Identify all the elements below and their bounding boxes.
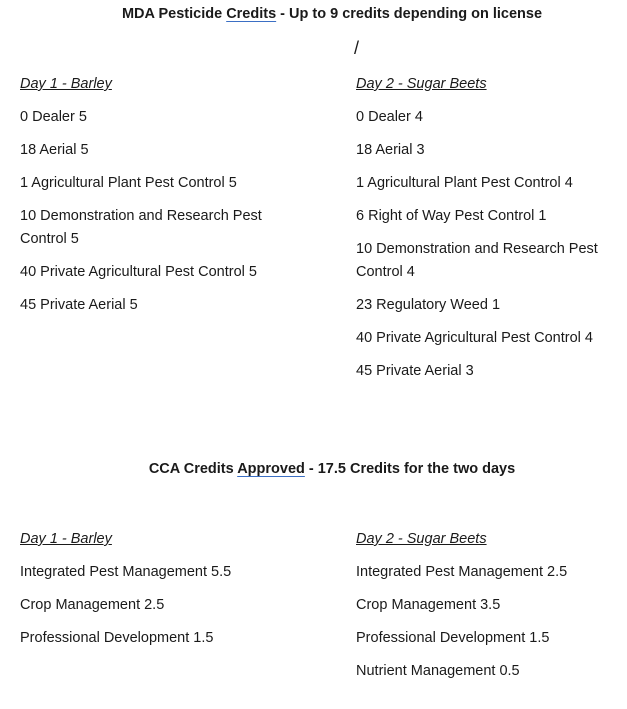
mda-day1-column — [20, 73, 285, 317]
cca-day2-heading: Day 2 - Sugar Beets — [356, 531, 487, 547]
mda-day1-item: 1 Agricultural Plant Pest Control 5 — [20, 175, 237, 191]
mda-day1-item: 45 Private Aerial 5 — [20, 297, 138, 313]
cca-day2-item: Crop Management 3.5 — [356, 597, 501, 613]
cca-title-suffix: - 17.5 Credits for the two days — [304, 461, 516, 477]
cca-section-title — [0, 461, 627, 477]
cca-day1-heading: Day 1 - Barley — [20, 531, 112, 547]
cca-title-prefix: CCA Credits — [148, 461, 234, 477]
mda-day2-item: 0 Dealer 4 — [356, 109, 423, 125]
mda-day1-item: 40 Private Agricultural Pest Control 5 — [20, 264, 257, 280]
mda-day2-item: 18 Aerial 3 — [356, 142, 425, 158]
mda-day2-item: 1 Agricultural Plant Pest Control 4 — [356, 175, 573, 191]
mda-title-prefix: MDA Pesticide — [121, 6, 223, 22]
cca-day2-item: Professional Development 1.5 — [356, 630, 550, 646]
mda-title-suffix: - Up to 9 credits depending on license — [276, 6, 543, 22]
mda-day2-item: 23 Regulatory Weed 1 — [356, 297, 501, 313]
mda-day2-heading: Day 2 - Sugar Beets — [356, 76, 487, 92]
cca-day1-item: Professional Development 1.5 — [20, 630, 214, 646]
mda-day2-item: 40 Private Agricultural Pest Control 4 — [356, 330, 593, 346]
cca-day1-item: Integrated Pest Management 5.5 — [20, 564, 232, 580]
cca-day1-item: Crop Management 2.5 — [20, 597, 165, 613]
mda-day2-item: 45 Private Aerial 3 — [356, 363, 474, 379]
cca-day1-column — [20, 528, 285, 650]
mda-day1-item: 18 Aerial 5 — [20, 142, 89, 158]
cca-day2-item: Integrated Pest Management 2.5 — [356, 564, 568, 580]
cca-day2-column — [356, 528, 618, 683]
mda-day2-column — [356, 73, 618, 383]
mda-title-credits-link: Credits — [226, 6, 277, 22]
slash-mark: / — [354, 38, 360, 58]
mda-day1-heading: Day 1 - Barley — [20, 76, 112, 92]
mda-day1-item: 10 Demonstration and Research Pest Control 5 — [20, 208, 262, 247]
mda-day2-item: 6 Right of Way Pest Control 1 — [356, 208, 547, 224]
cca-day2-item: Nutrient Management 0.5 — [356, 663, 520, 679]
mda-day1-item: 0 Dealer 5 — [20, 109, 87, 125]
mda-section-title — [0, 6, 627, 22]
cca-title-approved-link: Approved — [237, 461, 305, 477]
mda-day2-item: 10 Demonstration and Research Pest Control 4 — [356, 241, 598, 280]
